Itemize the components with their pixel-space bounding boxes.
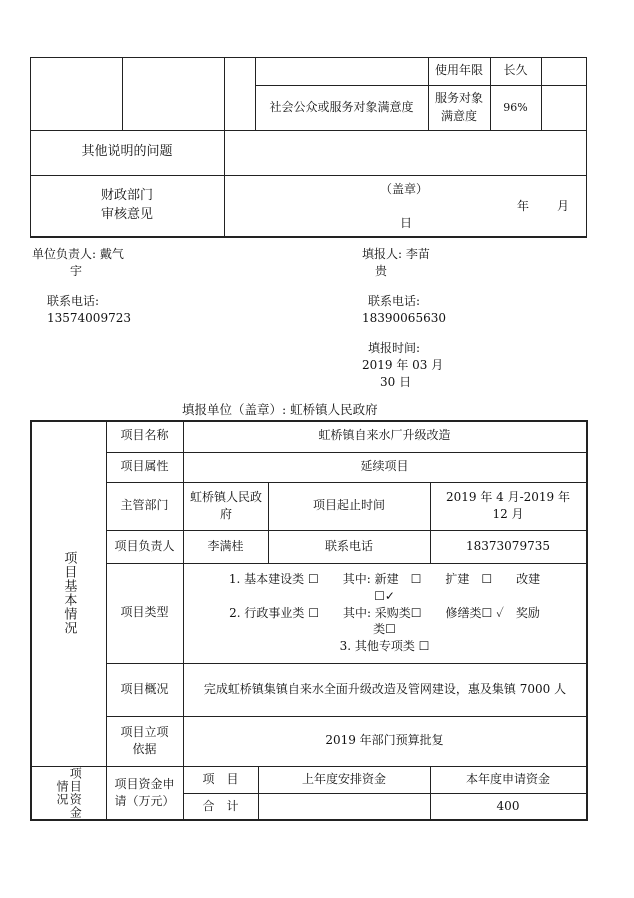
table-border xyxy=(30,236,587,238)
filler-cont: 贵 xyxy=(375,264,388,278)
satisfaction-label: 社会公众或服务对象满意度 xyxy=(269,99,414,114)
unit-head-cont: 宇 xyxy=(70,264,83,278)
seal-text: （盖章） xyxy=(380,182,429,196)
type-label: 项目类型 xyxy=(120,605,169,620)
name-label: 项目名称 xyxy=(120,428,169,443)
leader-value: 李满桂 xyxy=(207,538,244,553)
dept-label: 主管部门 xyxy=(120,498,169,513)
day-text: 日 xyxy=(400,216,413,230)
usage-years-value: 长久 xyxy=(503,63,528,78)
col-item: 项 目 xyxy=(202,771,239,786)
type-line-3: 3. 其他专项类 ☐ xyxy=(339,639,430,654)
type-line-2b: 类☐ xyxy=(373,622,396,637)
overview-value: 完成虹桥镇集镇自来水全面升级改造及管网建设，惠及集镇 7000 人 xyxy=(203,681,567,696)
fill-unit: 填报单位（盖章）: 虹桥镇人民政府 xyxy=(182,402,378,417)
col-this-year: 本年度申请资金 xyxy=(465,771,550,786)
contact-label-1: 联系电话: xyxy=(47,294,100,308)
type-line-1: 1. 基本建设类 ☐ 其中: 新建 ☐ 扩建 ☐ 改建 xyxy=(228,572,541,586)
attr-value: 延续项目 xyxy=(360,459,409,474)
name-value: 虹桥镇自来水厂升级改造 xyxy=(318,428,451,443)
table-border xyxy=(586,57,587,238)
satisfaction-value: 96% xyxy=(503,100,528,114)
table-border xyxy=(541,57,542,130)
overview-label: 项目概况 xyxy=(120,681,169,696)
period-value: 2019 年 4 月-2019 年 12 月 xyxy=(445,489,571,521)
fill-time-day: 30 日 xyxy=(380,375,412,389)
month-text: 月 xyxy=(557,199,570,213)
table-border xyxy=(122,57,123,130)
satisfaction-indicator: 服务对象满意度 xyxy=(434,91,483,123)
table-border xyxy=(224,57,225,238)
attr-label: 项目属性 xyxy=(120,459,169,474)
phone-label: 联系电话 xyxy=(324,538,373,553)
other-issues-label: 其他说明的问题 xyxy=(81,144,173,160)
finance-review-label xyxy=(30,175,224,236)
basis-label: 项目立项依据 xyxy=(120,724,169,756)
funds-apply-label: 项目资金申请（万元） xyxy=(114,776,175,808)
phone-value: 18373079735 xyxy=(466,538,550,553)
finance-review-label-2: 审核意见 xyxy=(100,206,153,222)
basis-value: 2019 年部门预算批复 xyxy=(325,733,444,748)
usage-years-label: 使用年限 xyxy=(434,63,483,78)
leader-label: 项目负责人 xyxy=(114,538,175,553)
unit-head: 单位负责人: 戴气 xyxy=(32,247,124,261)
filler: 填报人: 李苗 xyxy=(362,247,430,261)
finance-review-label-1: 财政部门 xyxy=(100,187,153,203)
fill-time-label: 填报时间: xyxy=(368,341,421,355)
contact-value-1: 13574009723 xyxy=(47,311,131,325)
section-funds: 项目资金情况 xyxy=(55,767,83,819)
total-last-year xyxy=(258,793,430,820)
total-label: 合 计 xyxy=(202,798,239,813)
table-border xyxy=(586,420,588,821)
dept-value: 虹桥镇人民政府 xyxy=(189,489,262,521)
year-text: 年 xyxy=(517,199,530,213)
type-line-1b: ☐✓ xyxy=(374,588,395,603)
section-basic-info: 项目基本情况 xyxy=(61,551,77,635)
contact-label-2: 联系电话: xyxy=(368,294,421,308)
period-label: 项目起止时间 xyxy=(312,498,385,513)
col-last-year: 上年度安排资金 xyxy=(301,771,386,786)
type-options xyxy=(183,563,586,663)
fill-time-value: 2019 年 03 月 xyxy=(362,358,444,372)
type-line-2: 2. 行政事业类 ☐ 其中: 采购类☐ 修缮类☐ ✓ 奖励 xyxy=(229,605,540,620)
total-this-year: 400 xyxy=(496,798,520,813)
contact-value-2: 18390065630 xyxy=(362,311,446,325)
